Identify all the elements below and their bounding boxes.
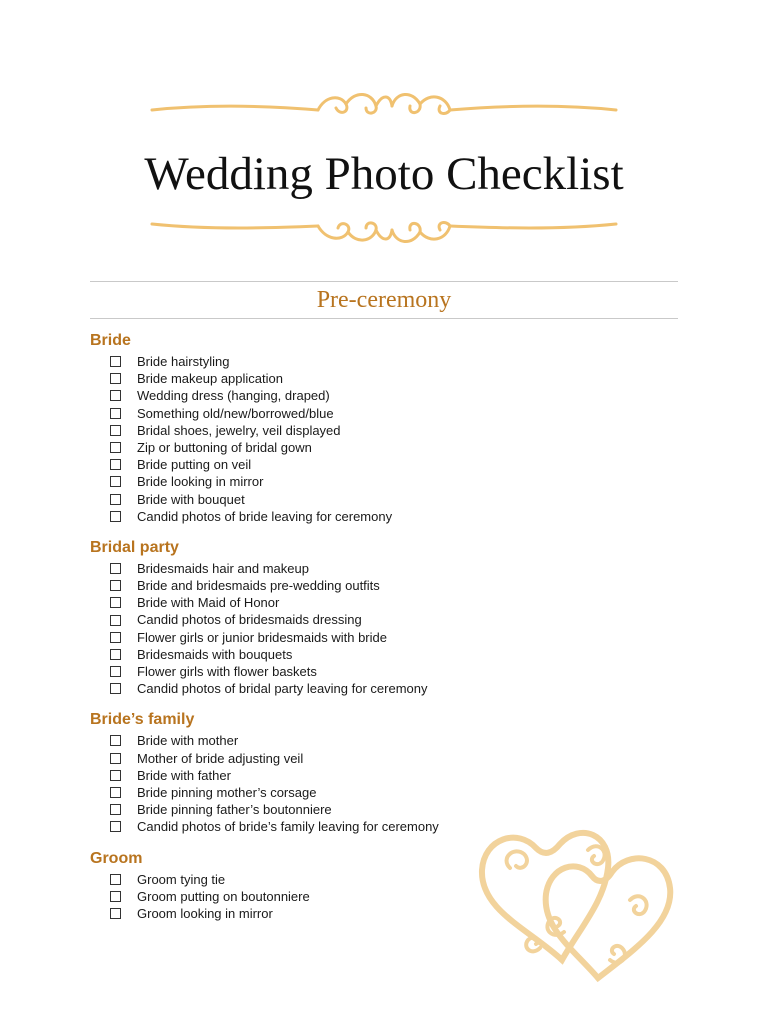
checklist-item[interactable]: [90, 646, 650, 663]
checklist-item[interactable]: [90, 439, 650, 456]
item-label: Something old/new/borrowed/blue: [137, 405, 334, 421]
checkbox-icon[interactable]: [110, 908, 121, 919]
checkbox-icon[interactable]: [110, 735, 121, 746]
item-label: Mother of bride adjusting veil: [137, 750, 304, 766]
checkbox-icon[interactable]: [110, 632, 121, 643]
checklist-item[interactable]: [90, 560, 650, 577]
checkbox-icon[interactable]: [110, 580, 121, 591]
page-title: Wedding Photo Checklist: [144, 148, 624, 200]
checklist-item[interactable]: [90, 422, 650, 439]
checkbox-icon[interactable]: [110, 804, 121, 815]
checkbox-icon[interactable]: [110, 459, 121, 470]
checklist-item[interactable]: [90, 577, 650, 594]
item-label: Bride with mother: [137, 733, 239, 749]
checklist-item[interactable]: [90, 353, 650, 370]
checkbox-icon[interactable]: [110, 511, 121, 522]
item-label: Bride looking in mirror: [137, 474, 264, 490]
intertwined-hearts-icon: [470, 810, 690, 990]
checkbox-icon[interactable]: [110, 408, 121, 419]
item-label: Bride hairstyling: [137, 354, 230, 369]
item-label: Candid photos of bride’s family leaving for ceremony: [137, 819, 439, 835]
item-label: Flower girls or junior bridesmaids with bride: [137, 629, 387, 645]
item-label: Groom tying tie: [137, 871, 226, 887]
checkbox-icon[interactable]: [110, 787, 121, 798]
checkbox-icon[interactable]: [110, 683, 121, 694]
checkbox-icon[interactable]: [110, 821, 121, 832]
checklist-item[interactable]: [90, 594, 650, 611]
item-label: Bride pinning mother’s corsage: [137, 784, 317, 800]
item-label: Groom putting on boutonniere: [137, 888, 310, 904]
checkbox-icon[interactable]: [110, 425, 121, 436]
checklist-item[interactable]: [90, 491, 650, 508]
section-divider-bottom: [90, 318, 678, 319]
checklist-item[interactable]: [90, 370, 650, 387]
checklist-item[interactable]: [90, 473, 650, 490]
section-title: Pre-ceremony: [316, 287, 452, 313]
group-heading: Bride’s family: [90, 711, 195, 729]
checklist-item[interactable]: [90, 456, 650, 473]
group-heading: Groom: [90, 849, 143, 867]
group-heading: Bridal party: [90, 538, 179, 556]
checkbox-icon[interactable]: [110, 373, 121, 384]
item-label: Wedding dress (hanging, draped): [137, 388, 330, 404]
checklist-item[interactable]: [90, 784, 650, 801]
checkbox-icon[interactable]: [110, 390, 121, 401]
checklist-item[interactable]: [90, 611, 650, 628]
item-label: Bridesmaids with bouquets: [137, 646, 293, 662]
checkbox-icon[interactable]: [110, 666, 121, 677]
checkbox-icon[interactable]: [110, 356, 121, 367]
group-heading: Bride: [90, 332, 131, 349]
checkbox-icon[interactable]: [110, 891, 121, 902]
item-list: [90, 353, 650, 525]
checklist-item[interactable]: [90, 767, 650, 784]
checkbox-icon[interactable]: [110, 563, 121, 574]
checklist-item[interactable]: [90, 405, 650, 422]
item-label: Bride with bouquet: [137, 491, 245, 507]
item-label: Bride with father: [137, 767, 231, 783]
checklist-item[interactable]: [90, 680, 650, 697]
checklist-item[interactable]: [90, 732, 650, 749]
flourish-ornament-top-icon: [150, 86, 618, 130]
checkbox-icon[interactable]: [110, 874, 121, 885]
item-list: [90, 560, 650, 698]
checkbox-icon[interactable]: [110, 753, 121, 764]
checkbox-icon[interactable]: [110, 615, 121, 626]
item-label: Bride with Maid of Honor: [137, 595, 280, 611]
item-label: Bride pinning father’s boutonniere: [137, 802, 332, 818]
item-label: Candid photos of bridesmaids dressing: [137, 612, 362, 628]
checklist-item[interactable]: [90, 629, 650, 646]
item-label: Bride makeup application: [137, 371, 283, 387]
item-label: Groom looking in mirror: [137, 905, 273, 921]
item-label: Zip or buttoning of bridal gown: [137, 439, 312, 455]
checkbox-icon[interactable]: [110, 442, 121, 453]
checkbox-icon[interactable]: [110, 494, 121, 505]
group-bride: [90, 330, 650, 525]
item-label: Bridesmaids hair and makeup: [137, 560, 309, 576]
item-label: Bride and bridesmaids pre-wedding outfits: [137, 578, 380, 594]
item-label: Bride putting on veil: [137, 457, 252, 473]
checkbox-icon[interactable]: [110, 649, 121, 660]
group-bridal-party: [90, 537, 650, 698]
checklist-item[interactable]: [90, 508, 650, 525]
checkbox-icon[interactable]: [110, 476, 121, 487]
checkbox-icon[interactable]: [110, 770, 121, 781]
item-label: Bridal shoes, jewelry, veil displayed: [137, 422, 341, 438]
checkbox-icon[interactable]: [110, 597, 121, 608]
checklist-item[interactable]: [90, 387, 650, 404]
item-label: Flower girls with flower baskets: [137, 664, 317, 679]
checklist-item[interactable]: [90, 750, 650, 767]
checklist-item[interactable]: [90, 663, 650, 680]
flourish-ornament-bottom-icon: [150, 206, 618, 250]
item-label: Candid photos of bridal party leaving for ceremony: [137, 681, 428, 697]
item-label: Candid photos of bride leaving for ceremony: [137, 508, 393, 524]
